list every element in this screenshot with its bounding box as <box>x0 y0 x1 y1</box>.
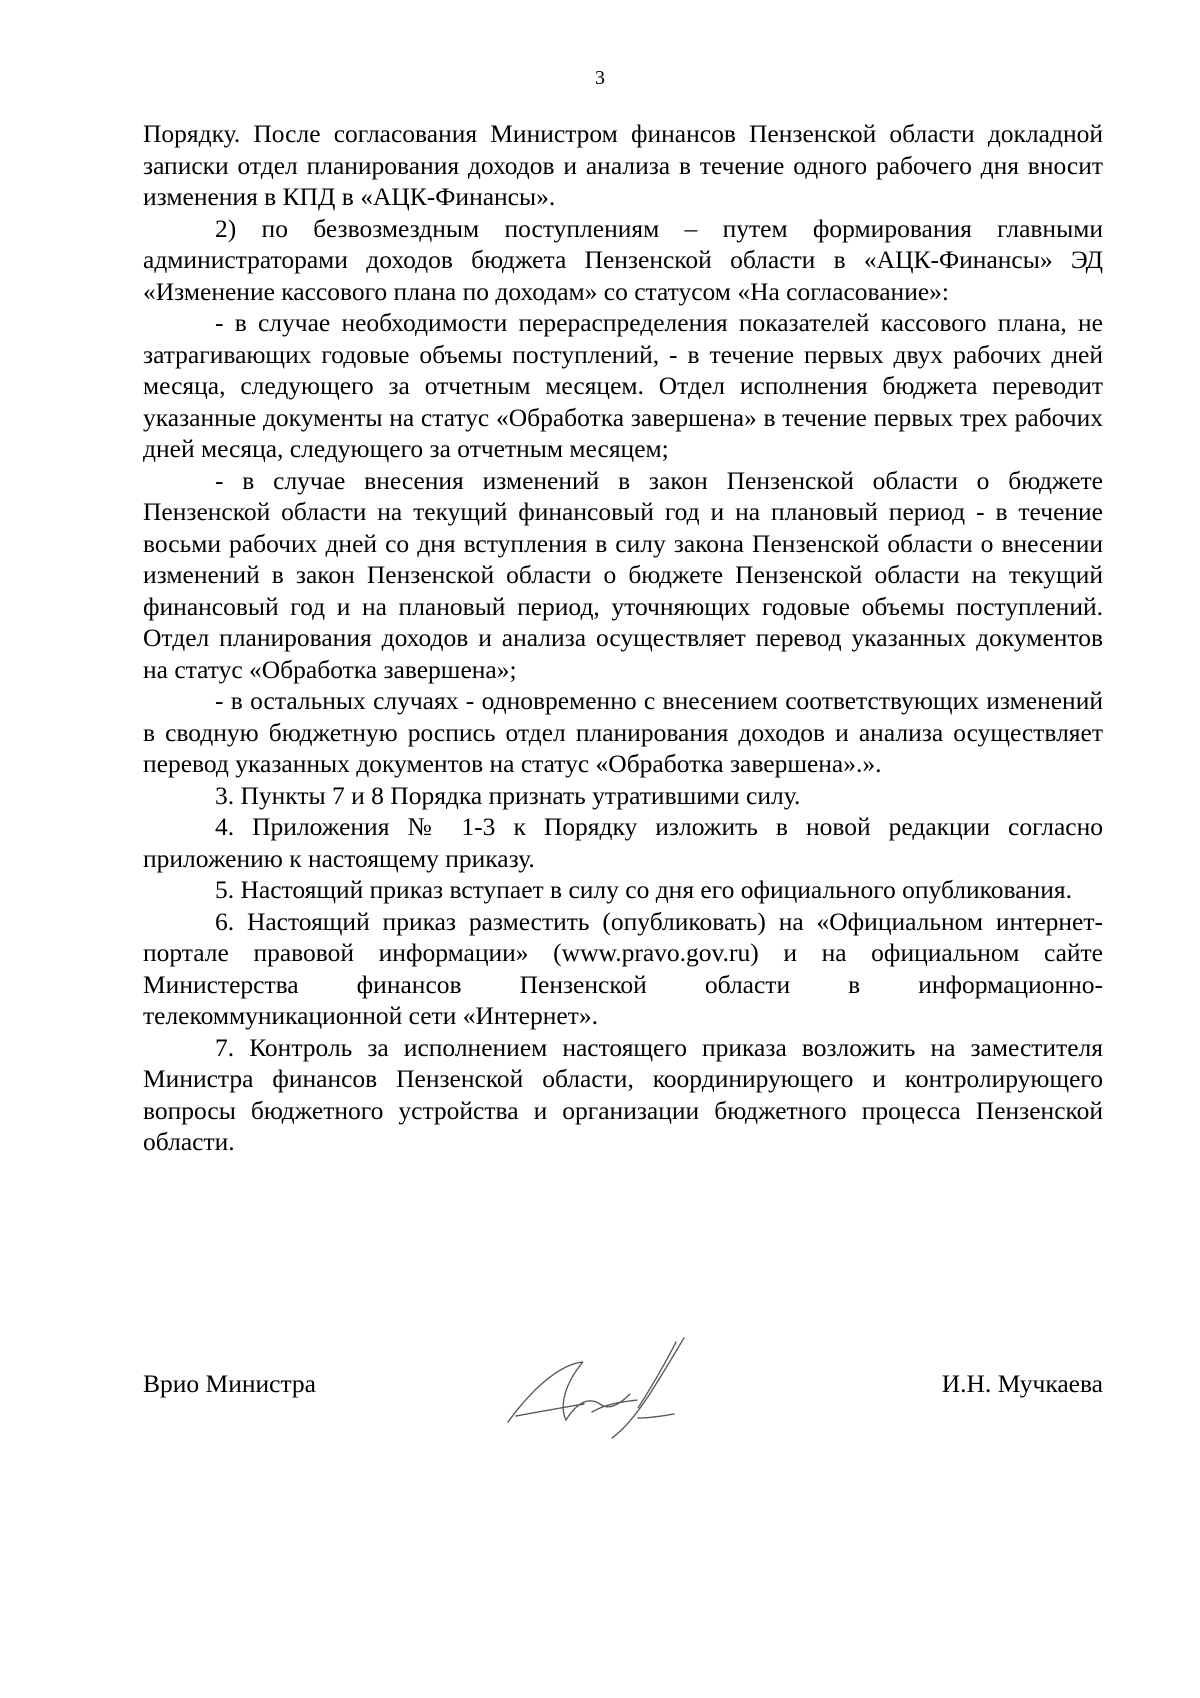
signature-block <box>143 1364 1103 1464</box>
signatory-position: Врио Министра <box>143 1369 316 1398</box>
paragraph-item-6: 6. Настоящий приказ разместить (опубликовать) на «Официальном интернет-портале правовой информации» (www.pravo.gov.ru) и на официальном сайте Министерства финансов Пензенской области в информационно-телекоммуникационной сети «Интернет». <box>143 906 1103 1030</box>
paragraph-continuation: Порядку. После согласования Министром финансов Пензенской области докладной записки отдел планирования доходов и анализа в течение одного рабочего дня вносит изменения в КПД в «АЦК-Финансы». <box>143 119 1103 211</box>
paragraph-item-5: 5. Настоящий приказ вступает в силу со дня его официального опубликования. <box>215 875 1072 904</box>
page-number: 3 <box>595 67 605 89</box>
handwritten-signature <box>488 1334 698 1444</box>
paragraph-redistribution-case: - в случае необходимости перераспределения показателей кассового плана, не затрагивающих годовые объемы поступлений, - в течение первых двух рабочих дней месяца, следующего за отчетным месяцем. Отдел исполнения бюджета переводит указанные документы на статус «Обработка завершена» в течение первых трех рабочих дней месяца, следующего за отчетным месяцем; <box>143 308 1103 463</box>
document-body <box>143 118 1103 1158</box>
paragraph-item-4: 4. Приложения № 1-3 к Порядку изложить в новой редакции согласно приложению к настоящему приказу. <box>143 812 1103 873</box>
paragraph-item-7: 7. Контроль за исполнением настоящего приказа возложить на заместителя Министра финансов Пензенской области, координирующего и контролирующего вопросы бюджетного устройства и организации бюджетного процесса Пензенской области. <box>143 1032 1103 1156</box>
paragraph-other-cases: - в остальных случаях - одновременно с внесением соответствующих изменений в сводную бюджетную роспись отдел планирования доходов и анализа осуществляет перевод указанных документов на статус «Обработка завершена».». <box>143 686 1103 778</box>
paragraph-item-3: 3. Пункты 7 и 8 Порядка признать утратившими силу. <box>215 780 801 810</box>
signatory-name: И.Н. Мучкаева <box>941 1369 1103 1398</box>
paragraph-gratuitous-receipts: 2) по безвозмездным поступлениям – путем формирования главными администраторами доходов бюджета Пензенской области в «АЦК-Финансы» ЭД «Изменение кассового плана по доходам» со статусом «На согласование»: <box>143 213 1103 306</box>
paragraph-law-amendment-case: - в случае внесения изменений в закон Пензенской области о бюджете Пензенской области на текущий финансовый год и на плановый период - в течение восьми рабочих дней со дня вступления в силу закона Пензенской области о внесении изменений в закон Пензенской области о бюджете Пензенской области на текущий финансовый год и на плановый период, уточняющих годовые объемы поступлений. Отдел планирования доходов и анализа осуществляет перевод указанных документов на статус «Обработка завершена»; <box>143 465 1103 684</box>
